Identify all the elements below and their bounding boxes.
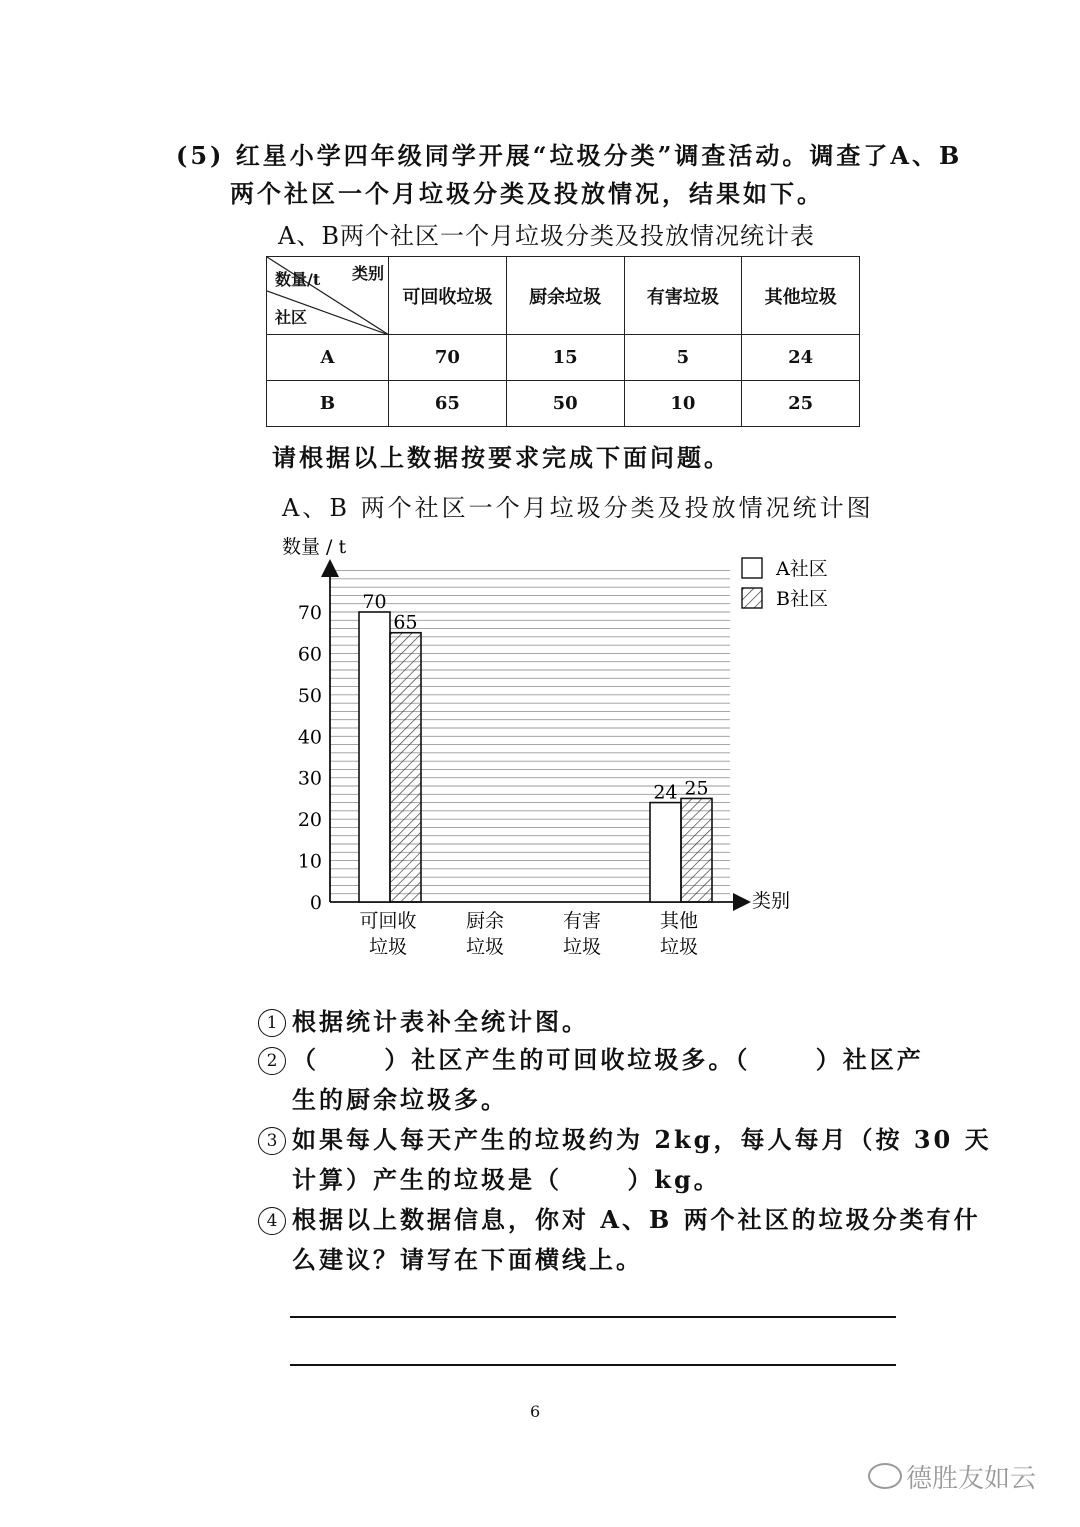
table-row (267, 335, 860, 381)
table-corner-cell (267, 257, 389, 335)
x-category-label: 垃圾 (659, 936, 699, 958)
table-header: 可回收垃圾 (389, 257, 507, 335)
sub-question-3 (258, 1120, 992, 1155)
bar (390, 633, 421, 902)
y-tick-label: 20 (297, 809, 322, 832)
x-category-label: 垃圾 (368, 936, 408, 958)
chart-bars (359, 612, 712, 902)
bar-value-label: 24 (653, 781, 678, 804)
sub-question-1 (258, 1002, 589, 1037)
chat-bubble-icon (868, 1463, 902, 1489)
y-axis-label: 数量 / t (282, 536, 347, 558)
table-cell: 50 (506, 381, 624, 427)
table-header: 其他垃圾 (742, 257, 860, 335)
table-cell: 10 (624, 381, 742, 427)
bar (650, 803, 681, 902)
legend-swatch (742, 558, 762, 578)
sub-question-text: 根据统计表补全统计图。 (292, 1007, 589, 1036)
sub-question-4-cont: 么建议？请写在下面横线上。 (292, 1245, 643, 1274)
watermark (868, 1458, 1036, 1495)
bar-value-label: 65 (393, 611, 418, 634)
table-header: 有害垃圾 (624, 257, 742, 335)
table-row (267, 381, 860, 427)
sub-question-text: 根据以上数据信息，你对 A、B 两个社区的垃圾分类有什 (292, 1205, 981, 1234)
sub-question-text: 如果每人每天产生的垃圾约为 2kg，每人每月（按 30 天 (292, 1125, 992, 1154)
bar-value-label: 70 (362, 591, 387, 613)
corner-category-label: 类别 (351, 264, 384, 283)
y-tick-label: 40 (297, 726, 322, 749)
answer-line[interactable] (290, 1364, 896, 1366)
circled-number: 3 (258, 1127, 286, 1155)
x-category-label: 有害 (562, 910, 602, 932)
circled-number: 4 (258, 1207, 286, 1235)
question-line-1: (5) 红星小学四年级同学开展“垃圾分类”调查活动。调查了A、B (176, 141, 963, 170)
table-title: A、B两个社区一个月垃圾分类及投放情况统计表 (278, 222, 815, 250)
table-cell: 5 (624, 335, 742, 381)
answer-line[interactable] (290, 1316, 896, 1318)
sub-question-2 (258, 1040, 924, 1075)
table-row-label: A (267, 335, 389, 381)
sub-question-2-cont: 生的厨余垃圾多。 (292, 1085, 508, 1114)
legend-swatch (742, 588, 762, 608)
table-cell: 24 (742, 335, 860, 381)
bar (359, 612, 390, 902)
y-tick-label: 0 (309, 892, 322, 914)
table-cell: 25 (742, 381, 860, 427)
circled-number: 1 (258, 1009, 286, 1037)
page-number: 6 (530, 1402, 541, 1421)
instruction-text: 请根据以上数据按要求完成下面问题。 (272, 443, 731, 472)
circled-number: 2 (258, 1047, 286, 1075)
bar-chart (0, 520, 1080, 970)
table-row-label: B (267, 381, 389, 427)
sub-question-4 (258, 1200, 981, 1235)
bar-value-label: 25 (684, 777, 709, 800)
y-tick-label: 50 (297, 684, 322, 707)
x-category-label: 其他 (659, 910, 699, 932)
x-category-label: 垃圾 (465, 936, 505, 958)
bar (681, 798, 712, 902)
sub-question-3-cont: 计算）产生的垃圾是（ ）kg。 (292, 1165, 721, 1194)
x-axis-label: 类别 (752, 890, 791, 912)
y-tick-label: 30 (297, 767, 322, 790)
chart-title: A、B 两个社区一个月垃圾分类及投放情况统计图 (282, 494, 874, 522)
table-cell: 70 (389, 335, 507, 381)
table-cell: 15 (506, 335, 624, 381)
x-category-label: 厨余 (465, 910, 505, 932)
y-tick-label: 70 (297, 602, 322, 624)
legend-label: B社区 (776, 588, 828, 610)
corner-quantity-label: 数量/t (275, 270, 321, 289)
chart-legend (742, 558, 828, 610)
watermark-text: 德胜友如云 (906, 1463, 1037, 1493)
x-category-label: 可回收 (359, 910, 417, 932)
table-header: 厨余垃圾 (506, 257, 624, 335)
x-category-label: 垃圾 (562, 936, 602, 958)
legend-label: A社区 (776, 558, 828, 580)
question-line-2: 两个社区一个月垃圾分类及投放情况，结果如下。 (230, 179, 824, 208)
y-tick-label: 60 (297, 643, 322, 666)
statistics-table (266, 256, 860, 427)
table-cell: 65 (389, 381, 507, 427)
sub-question-text: （ ）社区产生的可回收垃圾多。（ ）社区产 (292, 1045, 924, 1074)
corner-community-label: 社区 (275, 308, 308, 327)
y-tick-label: 10 (297, 850, 322, 873)
